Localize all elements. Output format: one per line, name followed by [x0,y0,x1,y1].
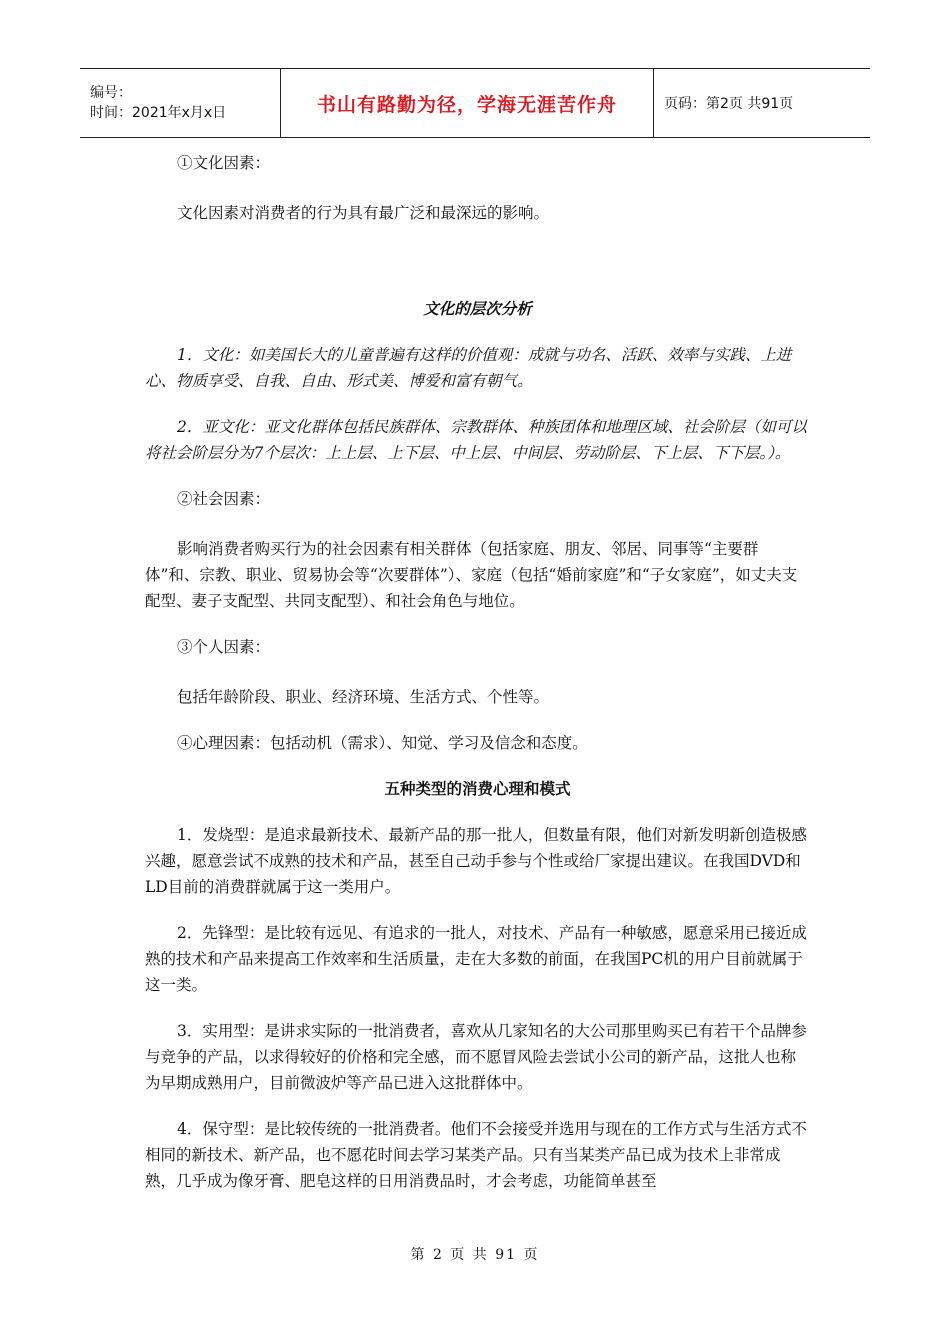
header-page-cell [654,69,870,137]
header-meta [80,69,280,137]
page-footer: 第 2 页 共 91 页 [410,1247,540,1263]
paragraph: 3．实用型：是讲求实际的一批消费者，喜欢从几家知名的大公司那里购买已有若干个品牌参与竞争的产品，以求得较好的价格和完全感，而不愿冒风险去尝试小公司的新产品，这批人也称为早期成熟用户，目前微波炉等产品已进入这批群体中。 [145,1022,807,1092]
paragraph: 1．发烧型：是追求最新技术、最新产品的那一批人，但数量有限，他们对新发明新创造极感兴趣，愿意尝试不成熟的技术和产品，甚至自己动手参与个性或给厂家提出建议。在我国DVD和LD目前的消费群就属于这一类用户。 [145,826,807,896]
paragraph: 包括年龄阶段、职业、经济环境、生活方式、个性等。 [177,688,550,706]
document-body [145,150,810,1194]
paragraph: 1．文化：如美国长大的儿童普遍有这样的价值观：成就与功名、活跃、效率与实践、上进心、物质享受、自我、自由、形式美、博爱和富有朝气。 [145,346,792,390]
section-title-personal: ③个人因素： [177,638,271,656]
paragraph: 4．保守型：是比较传统的一批消费者。他们不会接受并选用与现在的工作方式与生活方式不相同的新技术、新产品，也不愿花时间去学习某类产品。只有当某类产品已成为技术上非常成熟，几乎成为像牙膏、肥皂这样的日用消费品时，才会考虑，功能简单甚至 [145,1120,807,1190]
section-title-social: ②社会因素： [177,490,271,508]
header-page-info: 页码：第2页 共91页 [664,96,794,112]
header-motto: 书山有路勤为径，学海无涯苦作舟 [316,93,617,116]
paragraph: 2．先锋型：是比较有远见、有追求的一批人，对技术、产品有一种敏感，愿意采用已接近成熟的技术和产品来提高工作效率和生活质量，走在大多数的前面，在我国PC机的用户目前就属于这一类。 [145,924,807,994]
heading-culture-levels: 文化的层次分析 [423,299,532,318]
paragraph: ④心理因素：包括动机（需求）、知觉、学习及信念和态度。 [177,734,588,752]
heading-consumer-types: 五种类型的消费心理和模式 [384,779,571,798]
paragraph: 2．亚文化：亚文化群体包括民族群体、宗教群体、种族团体和地理区域、社会阶层（如可以将社会阶层分为7个层次：上上层、上下层、中上层、中间层、劳动阶层、下上层、下下层。）。 [145,418,807,462]
page-header [80,68,870,138]
header-motto-cell [280,69,654,137]
paragraph: 文化因素对消费者的行为具有最广泛和最深远的影响。 [177,204,550,222]
paragraph: 影响消费者购买行为的社会因素有相关群体（包括家庭、朋友、邻居、同事等“主要群体”和、宗教、职业、贸易协会等“次要群体”）、家庭（包括“婚前家庭”和“子女家庭”，如丈夫支配型、妻子支配型、共同支配型）、和社会角色与地位。 [145,540,798,610]
header-number: 编号： [90,85,132,101]
header-time: 时间：2021年x月x日 [90,105,227,121]
section-title-culture: ①文化因素： [177,154,271,172]
